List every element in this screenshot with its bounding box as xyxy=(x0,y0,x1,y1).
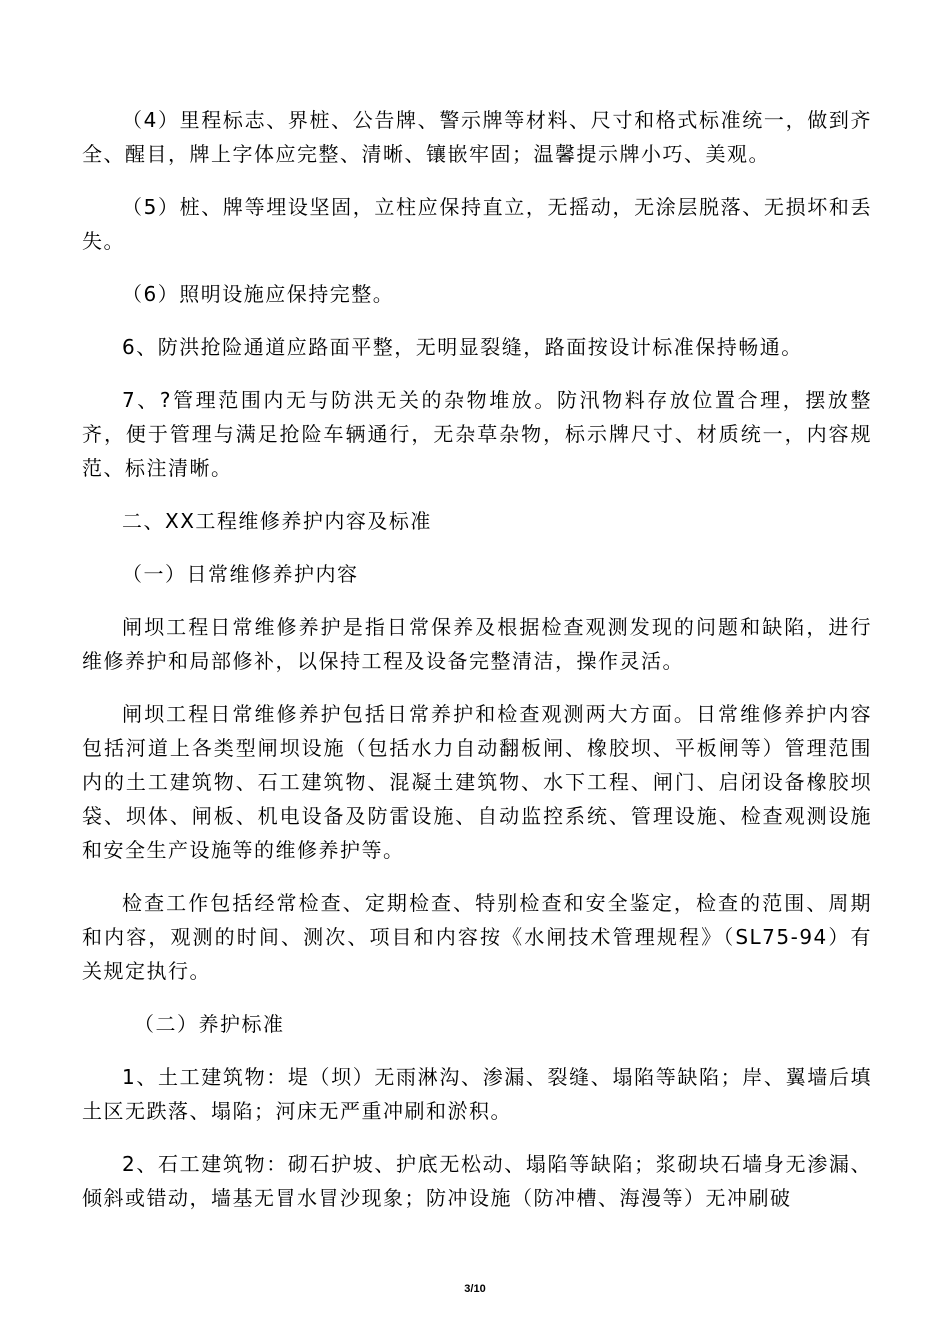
paragraph-daily-maintenance-definition: 闸坝工程日常维修养护是指日常保养及根据检查观测发现的问题和缺陷，进行维修养护和局部修补，以保持工程及设备完整清洁，操作灵活。 xyxy=(82,615,872,673)
paragraph-inspection-work: 检查工作包括经常检查、定期检查、特别检查和安全鉴定，检查的范围、周期和内容，观测的时间、测次、项目和内容按《水闸技术管理规程》（SL75-94）有关规定执行。 xyxy=(82,891,872,983)
paragraph-daily-maintenance-scope: 闸坝工程日常维修养护包括日常养护和检查观测两大方面。日常维修养护内容包括河道上各类型闸坝设施（包括水力自动翻板闸、橡胶坝、平板闸等）管理范围内的土工建筑物、石工建筑物、混凝土建筑物、水下工程、闸门、启闭设备橡胶坝袋、坝体、闸板、机电设备及防雷设施、自动监控系统、管理设施、检查观测设施和安全生产设施等的维修养护等。 xyxy=(82,702,872,862)
page-number: 3/10 xyxy=(464,1283,486,1295)
document-body xyxy=(82,103,872,1234)
section-heading-2: 二、XX工程维修养护内容及标准 xyxy=(122,509,432,533)
paragraph-earthwork-standard: 1、土工建筑物：堤（坝）无雨淋沟、渗漏、裂缝、塌陷等缺陷；岸、翼墙后填土区无跌落、塌陷；河床无严重冲刷和淤积。 xyxy=(82,1065,872,1123)
paragraph-item-4: （4）里程标志、界桩、公告牌、警示牌等材料、尺寸和格式标准统一，做到齐全、醒目，牌上字体应完整、清晰、镶嵌牢固；温馨提示牌小巧、美观。 xyxy=(82,108,872,166)
paragraph-item-6: （6）照明设施应保持完整。 xyxy=(122,282,395,306)
paragraph-flood-road: 6、防洪抢险通道应路面平整，无明显裂缝，路面按设计标准保持畅通。 xyxy=(122,335,803,359)
paragraph-item-5: （5）桩、牌等埋设坚固，立柱应保持直立，无摇动，无涂层脱落、无损坏和丢失。 xyxy=(82,195,872,253)
paragraph-stonework-standard: 2、石工建筑物：砌石护坡、护底无松动、塌陷等缺陷；浆砌块石墙身无渗漏、倾斜或错动，墙基无冒水冒沙现象；防冲设施（防冲槽、海漫等）无冲刷破 xyxy=(82,1152,872,1210)
subsection-heading-1: （一）日常维修养护内容 xyxy=(122,562,359,586)
subsection-heading-2: （二）养护标准 xyxy=(134,1012,285,1036)
paragraph-management-scope: 7、?管理范围内无与防洪无关的杂物堆放。防汛物料存放位置合理，摆放整齐，便于管理与满足抢险车辆通行，无杂草杂物，标示牌尺寸、材质统一，内容规范、标注清晰。 xyxy=(82,388,872,480)
